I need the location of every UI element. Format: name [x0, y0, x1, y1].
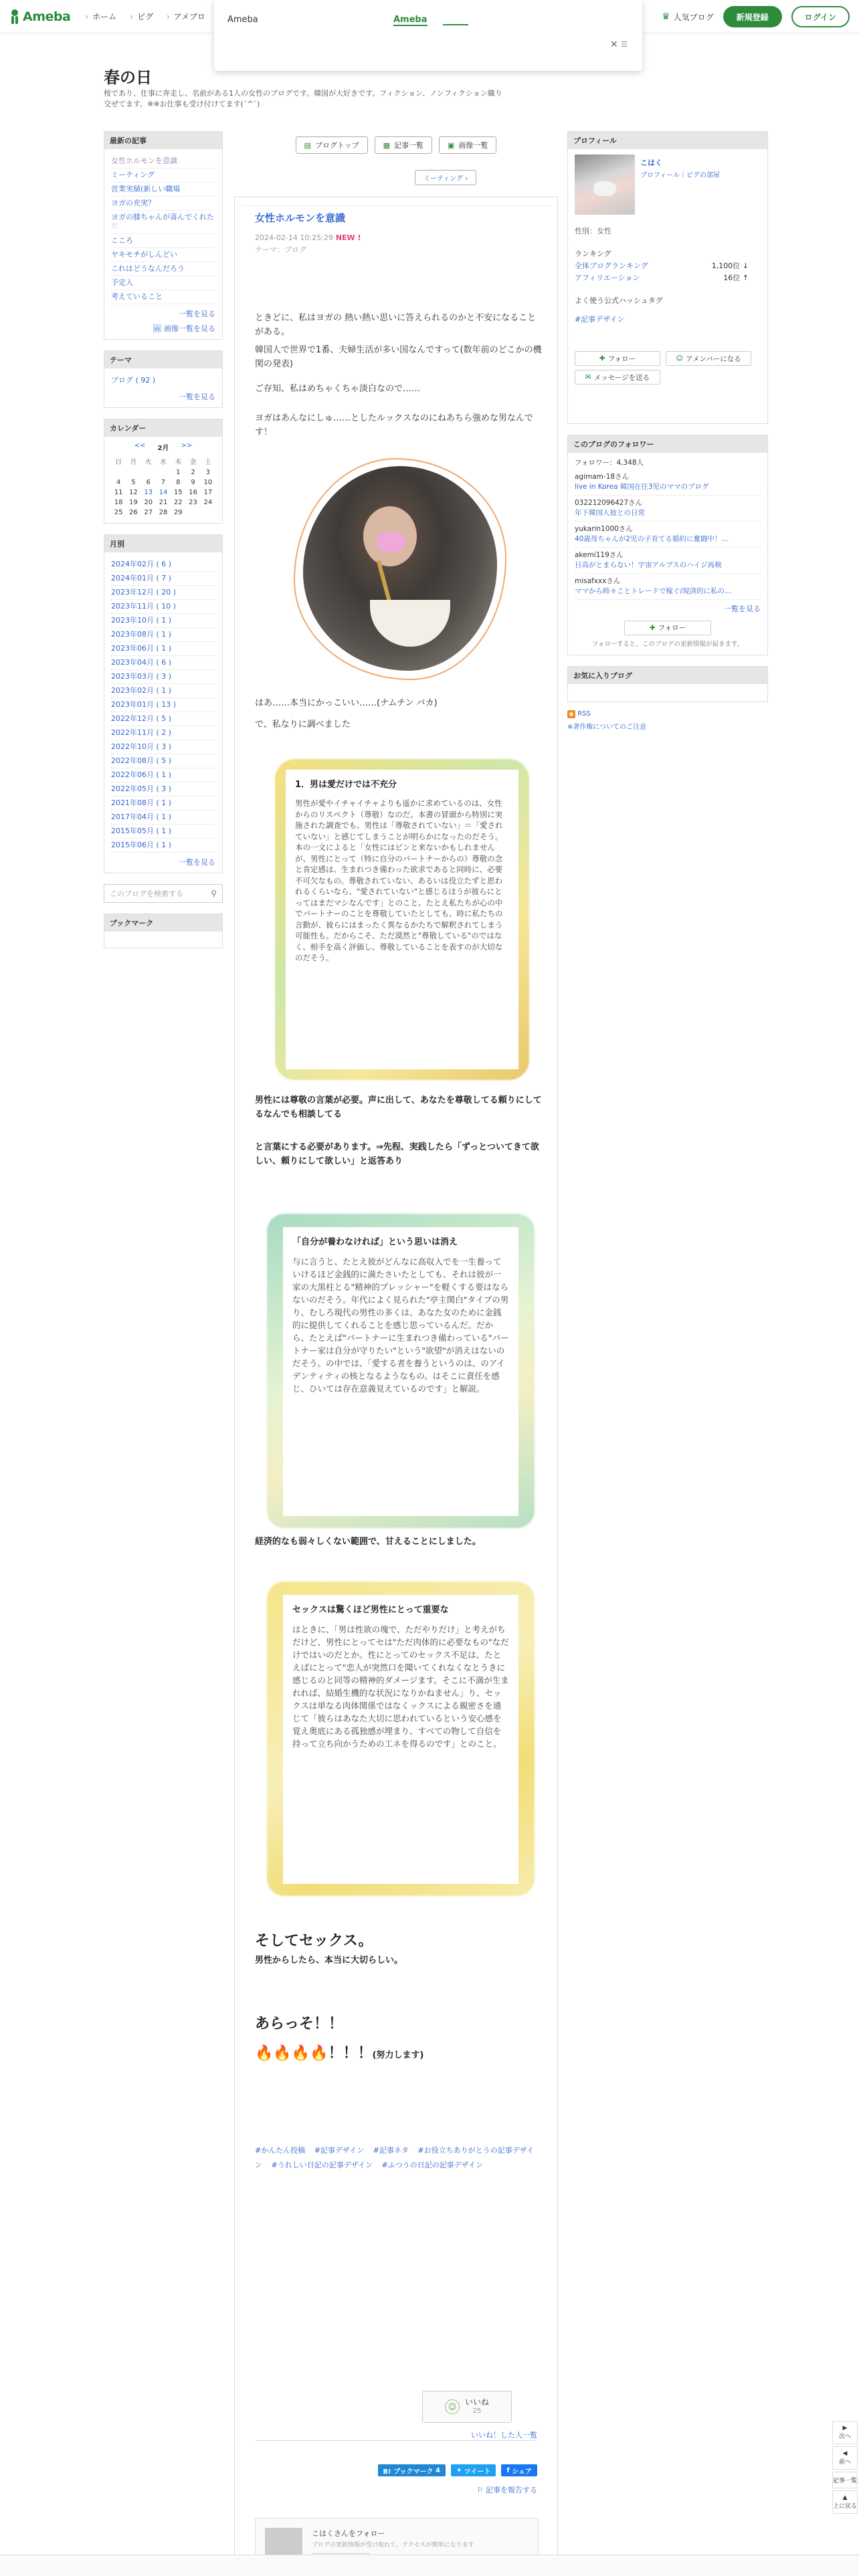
report-label: 記事を報告する [486, 2486, 537, 2494]
monthly-archive-item[interactable]: 2022年05月 ( 3 ) [111, 782, 215, 796]
bookmark-heading: ブックマーク [104, 914, 222, 932]
followers-heading: このブログのフォロワー [568, 435, 767, 453]
back-to-top-button[interactable] [832, 2490, 858, 2514]
hatena-bookmark-button[interactable] [378, 2464, 446, 2476]
popular-blog-link[interactable] [662, 11, 714, 23]
home-icon: ▤ [304, 140, 311, 150]
plus-icon: ✚ [649, 623, 656, 632]
theme-nav-label: ミーティング [423, 175, 463, 183]
message-label: メッセージを送る [593, 373, 650, 382]
monthly-archive-item[interactable]: 2022年11月 ( 2 ) [111, 726, 215, 740]
popular-blog-label: 人気ブログ [673, 12, 714, 22]
blog-description: 桜であり、仕事に奔走し、名前がある1人の女性のブログです。韓国が大好きです。フィクション、ノンフィクション織り交ぜてます。※※お仕事も受け付けてます(´^`) [104, 89, 502, 108]
calendar-day: 26 [129, 509, 138, 516]
tab-blog-top[interactable] [296, 136, 368, 154]
entry-title[interactable]: 女性ホルモンを意識 [255, 212, 346, 224]
list-icon: ▦ [383, 140, 391, 150]
header-popup [214, 0, 642, 71]
calendar-day: 16 [189, 489, 197, 496]
theme-heading: テーマ [104, 351, 222, 368]
monthly-archive-more-link[interactable]: 一覧を見る [179, 858, 215, 867]
hashtag-list [255, 2143, 543, 2173]
entry-heading-large [255, 2042, 423, 2062]
global-nav [85, 11, 205, 22]
calendar-box [104, 419, 223, 524]
ameba-logo[interactable] [9, 9, 70, 25]
monthly-archive-item[interactable]: 2024年01月 ( 7 ) [111, 572, 215, 586]
monthly-archive-item[interactable]: 2023年06月 ( 1 ) [111, 642, 215, 656]
profile-follow-button[interactable] [575, 351, 660, 366]
card-heading: 1．男は愛だけでは不充分 [295, 780, 397, 790]
rss-icon: ◉ [567, 710, 575, 718]
favorite-blogs-heading: お気に入りブログ [568, 667, 767, 684]
hashtag-link[interactable]: #記事デザイン [314, 2146, 365, 2155]
rss-area [567, 710, 768, 731]
calendar-day: 28 [159, 509, 168, 516]
follower-blog-title[interactable]: 年下韓国人彼との日常 [575, 508, 761, 522]
popup-title: Ameba [227, 15, 258, 25]
popup-underline [443, 24, 468, 25]
users-icon: ☺ [676, 354, 684, 362]
recent-entry-item[interactable]: これはどうなんだろう [111, 262, 215, 276]
recent-entry-item[interactable]: ヨガの膝ちゃんが喜んでくれた♡ [111, 211, 215, 234]
crown-icon: ♛ [662, 11, 670, 22]
triangle-up-icon: ▲ [842, 2494, 848, 2501]
calendar-day: 29 [173, 509, 183, 516]
card-body: 与に言うと、たとえ彼がどんなに高収入でを一生養っていけるほど金銭的に満たさいたとしても、それは彼が一家の大黒柱とる"精神的プレッシャー"を軽くする要はならないのだそう。年代によく見られた"亭主関白"タイプの男り、むしろ現代の男性の多くは、あなた女のために金銭的に提供してくれることを感じ思っているんだ。だから、たとえば"パートナーに生まれつき備わっている"パートナー家は自分が守りたい"という"欲望"が消えはないのだそう。の中では、「愛する者を養うというのは、のアイデンティティの核となるようなもの。はそこに責任を感じ、ひいては存在意義見えているのです」と解説。 [292, 1257, 509, 1394]
recent-entry-item[interactable]: ヨガの充実？ [111, 197, 215, 211]
calendar-day: 9 [191, 479, 195, 486]
rank-all-value: 1,100位 ↓ [711, 261, 749, 270]
rank-all-label[interactable]: 全体ブログランキング [575, 261, 648, 270]
tab-label: 画像一覧 [458, 141, 488, 150]
copyright-note-link[interactable]: ※著作権についてのご注意 [567, 724, 647, 731]
next-entry-button[interactable] [832, 2421, 858, 2444]
facebook-icon: f [506, 2466, 510, 2474]
main-column [234, 130, 558, 2549]
hashtag-link[interactable]: #かんたん投稿 [255, 2146, 306, 2155]
tab-entry-list[interactable] [375, 136, 432, 154]
back-to-top-label: 上に戻る [833, 2503, 858, 2510]
hashtag-link[interactable]: #お役立ちありがとうの記事デザイン [255, 2146, 534, 2169]
followers-more-link[interactable]: 一覧を見る [724, 605, 761, 613]
calendar-day: 4 [116, 479, 121, 486]
photo-image [303, 466, 497, 671]
image-icon: 🖼 [152, 324, 162, 333]
calendar-day [185, 508, 200, 518]
hatena-label: B! ブックマーク [383, 2468, 434, 2476]
recent-entry-item[interactable]: 予定入 [111, 276, 215, 290]
mail-icon: ✉ [585, 373, 591, 381]
tweet-label: ツイート [464, 2468, 491, 2476]
entry-paragraph: 韓国人で世界で1番、夫婦生活が多い国なんですって(数年前のどこかの機関の発表) [255, 345, 542, 369]
calendar-heading: カレンダー [104, 419, 222, 437]
tab-label: ブログトップ [314, 141, 359, 150]
profile-follow-label: フォロー [607, 354, 636, 363]
calendar-day [141, 467, 156, 477]
entry-article [234, 197, 558, 2557]
theme-box [104, 350, 223, 408]
follower-user[interactable]: misafxxxさん [575, 577, 621, 585]
blog-search-placeholder: このブログを検索する [110, 889, 183, 898]
follow-note: フォローすると、このブログの更新情報が届きます。 [591, 641, 744, 648]
card-heading: 「自分が養わなければ」という思いは消え [292, 1237, 458, 1247]
search-icon: ⚲ [211, 889, 217, 898]
card-body: はときに、「男は性欲の塊で、ただやりだけ」と考えがちだけど、男性にとってセは"ただ肉体的に必要なもの"なだけではいのだとか。性にとってのセックス不足は、たとえばにとって"恋人が突然口を聞いてくれなくなとうきに感じるのと同等の精神的ダメージます。そこに不満が生まれれば、結婚生機的な状況になりかねません」り、セックスは単なる肉体関係ではなくックスによる親密さを通じて「彼らはあなた大切に思われているという安心感を覚え奥底にある孤独感が埋まり、すべての物して自信を持って立ち向かうための工ネを得るのです」とのこと。 [292, 1624, 509, 1749]
follower-blog-title[interactable]: 40歳母ちゃんが2児の子育てる婚約に奮闘中！... [575, 534, 761, 548]
bookmark-box [104, 914, 223, 948]
calendar-day [201, 508, 215, 518]
logo-text: Ameba [23, 9, 71, 24]
calendar-weekday: 木 [175, 459, 182, 466]
amember-button[interactable] [666, 351, 751, 366]
follower-user[interactable]: 032212096427さん [575, 499, 643, 507]
ranking-heading: ランキング [575, 249, 611, 258]
profile-gender: 性別：女性 [575, 227, 611, 235]
card-body: 男性が愛やイチャイチャよりも遥かに求めているのは、女性からのリスペクト（尊敬）なのだ。本書の冒頭から特別に実施された調査でも、男性は「尊敬されていない」＝「愛されていない」と感じてしまうことが明らかになったのだそう。本の一文によると「女性にはピンと来ないかもしれませんが、男性にとって（特に自分のパートナーからの）尊敬の念と肯定感は、生まれつき備わった欲求であると同時に、必要不可欠なもの。尊敬されていない、あるいは役立たずと思われるくらいなら、"愛されていない"と感じるほうが彼らにとってはまだマシなんです」とのこと。たとえ私たちが心の中でパートナーのことを尊敬していたとしても、時に私たちの言動が、彼らにはまったく異なるかたちで解釈されてしまう可能性も。だからこそ、ただ漠然と"尊敬している"のではなく、相手を高く評価し、尊敬していることを表すのが大切なのだそう。 [295, 798, 503, 962]
tab-label: 記事一覧 [394, 141, 424, 150]
amember-label: アメンバーになる [686, 354, 741, 363]
monthly-archive-item[interactable]: 2024年02月 ( 6 ) [111, 558, 215, 572]
profile-heading: プロフィール [568, 132, 767, 149]
like-users-link[interactable]: いいね！した人一覧 [471, 2431, 537, 2440]
monthly-archive-item[interactable]: 2015年05月 ( 1 ) [111, 825, 215, 839]
calendar-day: 25 [114, 509, 123, 516]
profile-box [567, 131, 768, 424]
hashtag-link[interactable]: #記事ネタ [373, 2146, 409, 2155]
monthly-archive-heading: 月別 [104, 535, 222, 552]
monthly-archive-item[interactable]: 2022年10月 ( 3 ) [111, 740, 215, 754]
calendar-day: 2 [191, 469, 195, 476]
calendar-day: 21 [159, 499, 168, 506]
follower-user[interactable]: yukarin1000さん [575, 525, 633, 533]
signup-button[interactable]: 新規登録 [723, 6, 782, 27]
calendar-day: 23 [189, 499, 197, 506]
entry-heading-large: あらっそ！！ [255, 2016, 344, 2032]
fb-label: シェア [512, 2468, 532, 2476]
calendar-day[interactable]: 14 [159, 489, 168, 496]
monthly-archive-box [104, 534, 223, 873]
entry-bold-text: 男性からしたら、本当に大切らしい。 [255, 1955, 403, 1965]
calendar-day: 19 [129, 499, 138, 506]
right-sidebar [567, 131, 768, 731]
recent-image-more-label: 画像一覧を見る [164, 324, 215, 333]
like-button[interactable] [422, 2391, 512, 2423]
tweet-button[interactable] [451, 2464, 496, 2476]
follow-promo-title: こはくさんをフォロー [312, 2529, 385, 2538]
entry-paragraph: ご存知、私はめちゃくちゃ淡白なので…… [255, 384, 421, 394]
entry-meta [255, 232, 361, 256]
monthly-archive-item[interactable]: 2022年06月 ( 1 ) [111, 768, 215, 782]
calendar-day: 7 [161, 479, 166, 486]
prev-entry-button[interactable] [832, 2446, 858, 2470]
triangle-right-icon: ▶ [842, 2425, 848, 2432]
calendar-weekday: 金 [189, 459, 197, 466]
recent-entry-item[interactable]: 営業実績(新しい職場 [111, 183, 215, 197]
entry-paragraph: ときどに、私はヨガの 熱い熱い思いに答えられるのかと不安になることがある。 [255, 313, 537, 337]
entry-photo [294, 458, 506, 680]
entry-paragraph: ヨガはあんなにしゅ……としたルックスなのにねあちら強めな男なんです！ [255, 413, 533, 437]
entry-paragraph: で、私なりに調べました [255, 720, 351, 730]
follow-promo-desc: ブログの更新情報が受け取れて、アクセスが簡単になります [312, 2542, 474, 2549]
monthly-archive-item[interactable]: 2017年04月 ( 1 ) [111, 811, 215, 825]
rss-label: RSS [577, 710, 591, 718]
recent-entry-item[interactable]: 女性ホルモンを意識 [111, 154, 215, 169]
info-card [283, 1595, 518, 1884]
info-card [286, 770, 518, 1069]
profile-name[interactable]: こはく [640, 158, 662, 167]
follower-user[interactable]: akemi119さん [575, 551, 624, 559]
flag-icon: ⚐ [476, 2486, 484, 2494]
tab-image-list[interactable] [439, 136, 496, 154]
monthly-archive-item[interactable]: 2021年08月 ( 1 ) [111, 796, 215, 811]
monthly-archive-list [104, 552, 222, 873]
calendar-weekday: 水 [159, 459, 167, 466]
like-count: 25 [472, 2407, 482, 2415]
calendar-table [111, 455, 215, 518]
monthly-archive-item[interactable]: 2022年12月 ( 5 ) [111, 712, 215, 726]
entry-bold-text: 男性には尊敬の言葉が必要。声に出して、あなたを尊敬してる頼りにしてるなんでも相談してる [255, 1095, 542, 1119]
nav-pigg[interactable]: › ピグ [130, 11, 153, 22]
twitter-icon: ✦ [456, 2466, 462, 2474]
calendar-day: 5 [131, 479, 136, 486]
new-badge: NEW ! [335, 233, 361, 242]
monthly-archive-item[interactable]: 2022年08月 ( 5 ) [111, 754, 215, 768]
calendar-day: 17 [203, 489, 213, 496]
nav-ameblo[interactable]: › アメブロ [167, 11, 205, 22]
calendar-day: 22 [173, 499, 183, 506]
calendar-day: 3 [205, 469, 211, 476]
triangle-left-icon: ◀ [842, 2450, 848, 2457]
calendar-day [126, 467, 140, 477]
calendar-day: 6 [146, 479, 151, 486]
message-button[interactable] [575, 370, 660, 385]
recent-entries-heading: 最新の記事 [104, 132, 222, 149]
top-right-actions [662, 6, 850, 27]
monthly-archive-item[interactable]: 2015年06月 ( 1 ) [111, 839, 215, 853]
close-icon: × [609, 39, 618, 49]
entry-list-label: 記事一覧 [833, 2478, 858, 2484]
calendar-prev[interactable]: << [134, 442, 146, 449]
recent-entry-item[interactable]: ヤキモチがしんどい [111, 248, 215, 262]
profile-avatar[interactable] [575, 154, 635, 215]
follower-blog-title[interactable]: 日高がとまらない！宇宙アルプスのハイジ再検 [575, 560, 761, 574]
blog-search-input[interactable] [104, 884, 223, 903]
rank-affi-value: 16位 ↑ [723, 274, 749, 282]
calendar-day [111, 467, 126, 477]
calendar-month: 2月 [157, 445, 169, 452]
calendar-day: 15 [173, 489, 183, 496]
entry-heading-large: そしてセックス。 [255, 1933, 373, 1949]
floating-side-nav [832, 2421, 858, 2516]
recent-entry-item[interactable]: ミーティング [111, 169, 215, 183]
monthly-archive-item[interactable]: 2023年03月 ( 3 ) [111, 670, 215, 684]
monthly-archive-item[interactable]: 2023年10月 ( 1 ) [111, 614, 215, 628]
page-footer [0, 2555, 859, 2576]
calendar-day: 20 [144, 499, 153, 506]
calendar-day: 27 [144, 509, 153, 516]
recent-image-more-link[interactable] [111, 323, 215, 334]
calendar-next[interactable]: >> [181, 442, 193, 449]
like-label: いいね [464, 2397, 489, 2407]
theme-item[interactable]: ブログ ( 92 ) [111, 376, 156, 385]
calendar-weekday: 火 [145, 459, 152, 466]
calendar-weekday: 日 [115, 459, 122, 466]
followers-follow-label: フォロー [658, 623, 686, 632]
followers-count: フォロワー：4,348人 [575, 459, 644, 467]
recent-entry-item[interactable]: こころ [111, 234, 215, 248]
monthly-archive-item[interactable]: 2023年11月 ( 10 ) [111, 600, 215, 614]
recent-entries-box [104, 131, 223, 340]
left-sidebar [104, 131, 223, 959]
entry-paragraph: はあ……本当にかっこいい……(ナムチン バカ) [255, 698, 438, 708]
recent-more-link[interactable]: 一覧を見る [179, 310, 215, 318]
calendar-day: 12 [129, 489, 138, 496]
popup-close-button[interactable] [610, 39, 628, 49]
calendar-day [156, 467, 171, 477]
monthly-archive-item[interactable]: 2023年01月 ( 13 ) [111, 698, 215, 712]
next-entry-label: 次へ [838, 2434, 851, 2440]
follower-user[interactable]: agimam-18さん [575, 473, 630, 481]
calendar-day: 10 [203, 479, 213, 486]
hashtag-heading: よく使う公式ハッシュタグ [575, 296, 663, 305]
smile-icon: ☺ [445, 2399, 460, 2414]
blog-tabs [234, 136, 558, 154]
entry-list-button[interactable] [832, 2472, 858, 2488]
monthly-archive-item[interactable]: 2023年08月 ( 1 ) [111, 628, 215, 642]
menu-icon: ☰ [621, 40, 628, 49]
profile-hashtag-link[interactable]: #記事デザイン [575, 315, 625, 324]
followers-follow-button[interactable] [624, 621, 711, 635]
rank-affi-label[interactable]: アフィリエーション [575, 274, 640, 282]
facebook-share-button[interactable] [501, 2464, 537, 2476]
image-icon: ▣ [448, 140, 455, 150]
monthly-archive-item[interactable]: 2023年02月 ( 1 ) [111, 684, 215, 698]
hatena-count: 4 [436, 2466, 440, 2474]
nav-home[interactable]: › ホーム [85, 11, 116, 22]
info-card [283, 1227, 518, 1516]
monthly-archive-item[interactable]: 2023年12月 ( 20 ) [111, 586, 215, 600]
card-heading: セックスは驚くほど男性にとって重要な [292, 1605, 449, 1615]
divider [255, 2440, 536, 2441]
chevron-right-icon: › [465, 175, 468, 183]
popup-brand[interactable]: Ameba [393, 15, 427, 25]
calendar-day: 8 [176, 479, 181, 486]
report-link[interactable] [477, 2484, 537, 2495]
ameba-logo-icon [9, 9, 20, 25]
hashtag-link[interactable]: #うれしい日記の記事デザイン [271, 2161, 373, 2169]
calendar-day: 11 [114, 489, 123, 496]
share-buttons [378, 2464, 537, 2476]
plus-icon: ✚ [599, 354, 605, 362]
theme-more-link[interactable]: 一覧を見る [179, 393, 215, 401]
recent-entry-item[interactable]: 考えていること [111, 290, 215, 304]
rss-link[interactable] [567, 710, 768, 718]
theme-nav-button[interactable] [415, 170, 476, 185]
entry-date: 2024-02-14 10:25:29 [255, 233, 333, 242]
favorite-blogs-box [567, 666, 768, 702]
entry-bold-text: と言葉にする必要があります。⇒先程、実践したら「ずっとついてきて欲しい、頼りにして欲しい」と返答あり [255, 1142, 539, 1166]
calendar-day: 18 [114, 499, 123, 506]
monthly-archive-item[interactable]: 2023年04月 ( 6 ) [111, 656, 215, 670]
calendar-day: 1 [176, 469, 181, 476]
entry-bold-text: 経済的なも弱々しくない範囲で、甘えることにしました。 [255, 1537, 481, 1547]
follower-blog-title[interactable]: live in Korea 韓国在住3児のママのブログ [575, 482, 761, 496]
blog-title[interactable]: 春の日 [104, 68, 152, 87]
entry-theme[interactable]: テーマ：ブログ [255, 245, 306, 254]
profile-link[interactable]: プロフィール｜ピグの部屋 [640, 172, 720, 179]
calendar-day: 24 [203, 499, 213, 506]
hashtag-link[interactable]: #ふつうの日記の記事デザイン [381, 2161, 483, 2169]
calendar-weekday: 土 [204, 459, 211, 466]
entry-heading-large-main: 🔥🔥🔥🔥！！！ [255, 2045, 373, 2062]
followers-box [567, 435, 768, 655]
prev-entry-label: 前へ [838, 2459, 851, 2466]
calendar-nav [111, 442, 215, 452]
follower-blog-title[interactable]: ママから時々ことトレードで稼ぐ/現済的に私の... [575, 586, 761, 600]
entry-heading-small: (努力します) [372, 2050, 424, 2060]
calendar-day[interactable]: 13 [144, 489, 153, 496]
calendar-weekday: 月 [130, 459, 137, 466]
login-button[interactable]: ログイン [791, 6, 850, 27]
